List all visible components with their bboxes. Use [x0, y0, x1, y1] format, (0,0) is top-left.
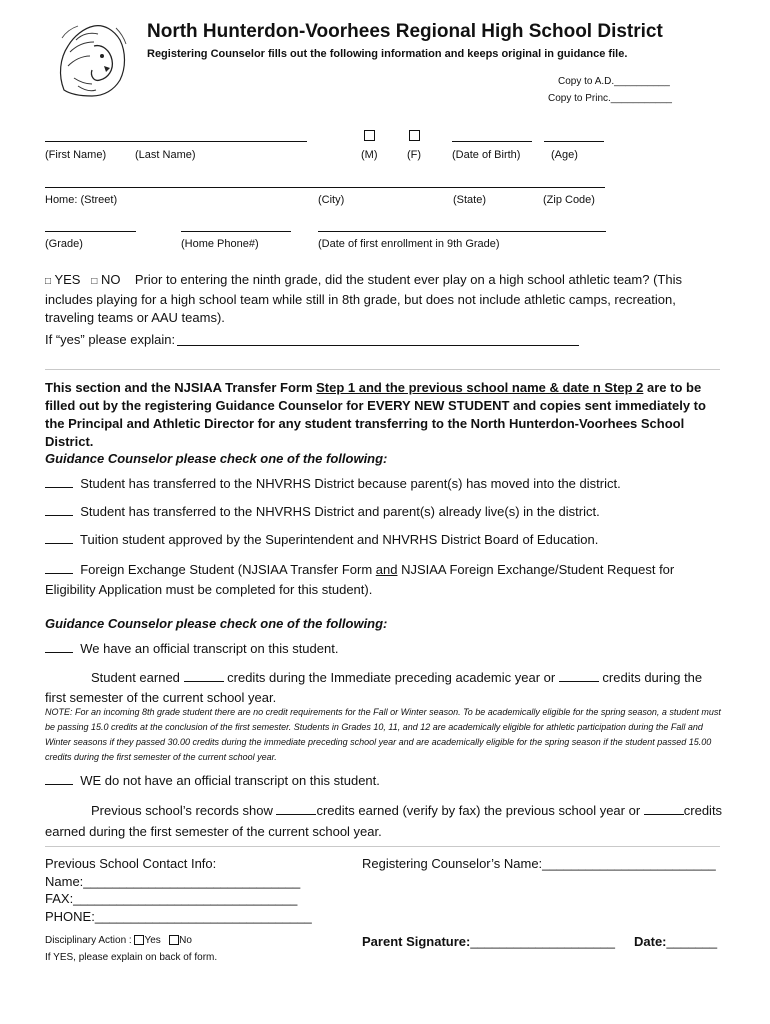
yes-label: YES [54, 272, 81, 287]
dob-line[interactable] [452, 141, 532, 142]
lion-logo [54, 20, 130, 98]
prev-semester-blank[interactable] [644, 803, 684, 815]
last-name-label: (Last Name) [135, 149, 196, 161]
check1-option-4: Foreign Exchange Student (NJSIAA Transfer Form and NJSIAA Foreign Exchange/Student Request for Eligibility Application must be completed for this student). [45, 562, 675, 597]
check2-option-2: WE do not have an official transcript on this student. [45, 773, 380, 788]
page-subtitle: Registering Counselor fills out the following information and keeps original in guidance file. [147, 48, 628, 60]
yes-checkbox[interactable]: □ [45, 276, 52, 287]
disciplinary-action: Disciplinary Action : Yes No [45, 935, 192, 946]
dob-label: (Date of Birth) [452, 149, 521, 161]
check1-option-3: Tuition student approved by the Superintendent and NHVRHS District Board of Education. [45, 532, 598, 547]
grade-label: (Grade) [45, 238, 83, 250]
no-label: NO [100, 272, 121, 287]
counselor-name-field[interactable]: Registering Counselor’s Name:________________________ [362, 856, 716, 871]
disciplinary-no-label: No [179, 935, 192, 946]
page-title: North Hunterdon-Voorhees Regional High School District [147, 21, 663, 42]
contact-fax-field[interactable]: FAX:_______________________________ [45, 891, 298, 906]
contact-name-field[interactable]: Name:______________________________ [45, 874, 301, 889]
street-label: Home: (Street) [45, 194, 118, 206]
zip-label: (Zip Code) [543, 194, 595, 206]
age-label: (Age) [551, 149, 578, 161]
name-line[interactable] [45, 141, 307, 142]
state-label: (State) [453, 194, 487, 206]
divider [45, 369, 720, 370]
f-checkbox[interactable] [409, 127, 420, 145]
explain-line[interactable] [177, 345, 579, 346]
check2-heading: Guidance Counselor please check one of the following: [45, 616, 388, 631]
check1-opt2-blank[interactable] [45, 504, 73, 516]
parent-signature[interactable]: Parent Signature:____________________ [362, 934, 615, 949]
explain-back-note: If YES, please explain on back of form. [45, 952, 218, 963]
explain-label: If “yes” please explain: [45, 332, 176, 347]
check2-opt2-blank[interactable] [45, 773, 73, 785]
disciplinary-no-checkbox[interactable] [169, 935, 179, 946]
no-checkbox[interactable]: □ [91, 276, 98, 287]
credits-semester-blank[interactable] [559, 670, 599, 682]
athletics-question-text: Prior to entering the ninth grade, did the student ever play on a high school athletic team? (This includes playing for a high school team while still in 8th grade, but does not include athletic camps, recreation, traveling teams or AAU teams). [45, 272, 682, 325]
check2-option-1: We have an official transcript on this student. [45, 641, 338, 656]
check2-opt1-blank[interactable] [45, 641, 73, 653]
contact-phone-field[interactable]: PHONE:______________________________ [45, 909, 312, 924]
home-phone-line[interactable] [181, 231, 291, 232]
disciplinary-yes-label: Yes [144, 935, 161, 946]
check1-heading: Guidance Counselor please check one of the following: [45, 451, 388, 466]
previous-records: Previous school’s records show credits earned (verify by fax) the previous school year or credits earned during the first semester of the current school year. [45, 803, 723, 839]
section-intro: This section and the NJSIAA Transfer Form Step 1 and the previous school name & date n Step 2 are to be filled out by the registering Guidance Counselor for EVERY NEW STUDENT and copies sent immediately to the Principal and Athletic Director for any student transferring to the North Hunterdon-Voorhees School District. [45, 380, 706, 449]
grade-line[interactable] [45, 231, 136, 232]
check1-opt3-blank[interactable] [45, 532, 73, 544]
check1-option-2: Student has transferred to the NHVRHS District and parent(s) already live(s) in the district. [45, 504, 600, 519]
credits-year-blank[interactable] [184, 670, 224, 682]
first-enroll-label: (Date of first enrollment in 9th Grade) [318, 238, 500, 250]
athletics-question [45, 271, 725, 327]
copy-ad: Copy to A.D.__________ [558, 76, 670, 87]
enrollment-line[interactable] [318, 231, 606, 232]
f-label: (F) [407, 149, 422, 161]
check1-option-1: Student has transferred to the NHVRHS District because parent(s) has moved into the district. [45, 476, 621, 491]
address-line[interactable] [45, 187, 605, 188]
check1-opt1-blank[interactable] [45, 476, 73, 488]
city-label: (City) [318, 194, 345, 206]
contact-heading: Previous School Contact Info: [45, 856, 217, 871]
m-label: (M) [361, 149, 378, 161]
credits-earned: Student earned credits during the Immediate preceding academic year or credits during the first semester of the current school year. [45, 670, 703, 705]
first-name-label: (First Name) [45, 149, 107, 161]
credit-note: NOTE: For an incoming 8th grade student there are no credit requirements for the Fall or Winter season. To be academically eligible for the spring season, a student must be passing 15.0 credits at the conclusion of the first semester. Students in Grades 10, 11, and 12 are academically eligible for athletic participation during the Fall and Winter seasons if they passed 30.00 credits during the immediate preceding school year and are academically eligible for the spring season if the student passed 15.00 credits during the first semester of the current school year. [45, 707, 721, 762]
m-checkbox[interactable] [364, 127, 375, 145]
divider-2 [45, 846, 720, 847]
check1-opt4-blank[interactable] [45, 562, 73, 574]
prev-year-blank[interactable] [276, 803, 316, 815]
disciplinary-yes-checkbox[interactable] [134, 935, 144, 946]
age-line[interactable] [544, 141, 604, 142]
date-field[interactable]: Date:_______ [634, 934, 718, 949]
copy-principal: Copy to Princ.___________ [548, 93, 672, 104]
home-phone-label: (Home Phone#) [181, 238, 259, 250]
